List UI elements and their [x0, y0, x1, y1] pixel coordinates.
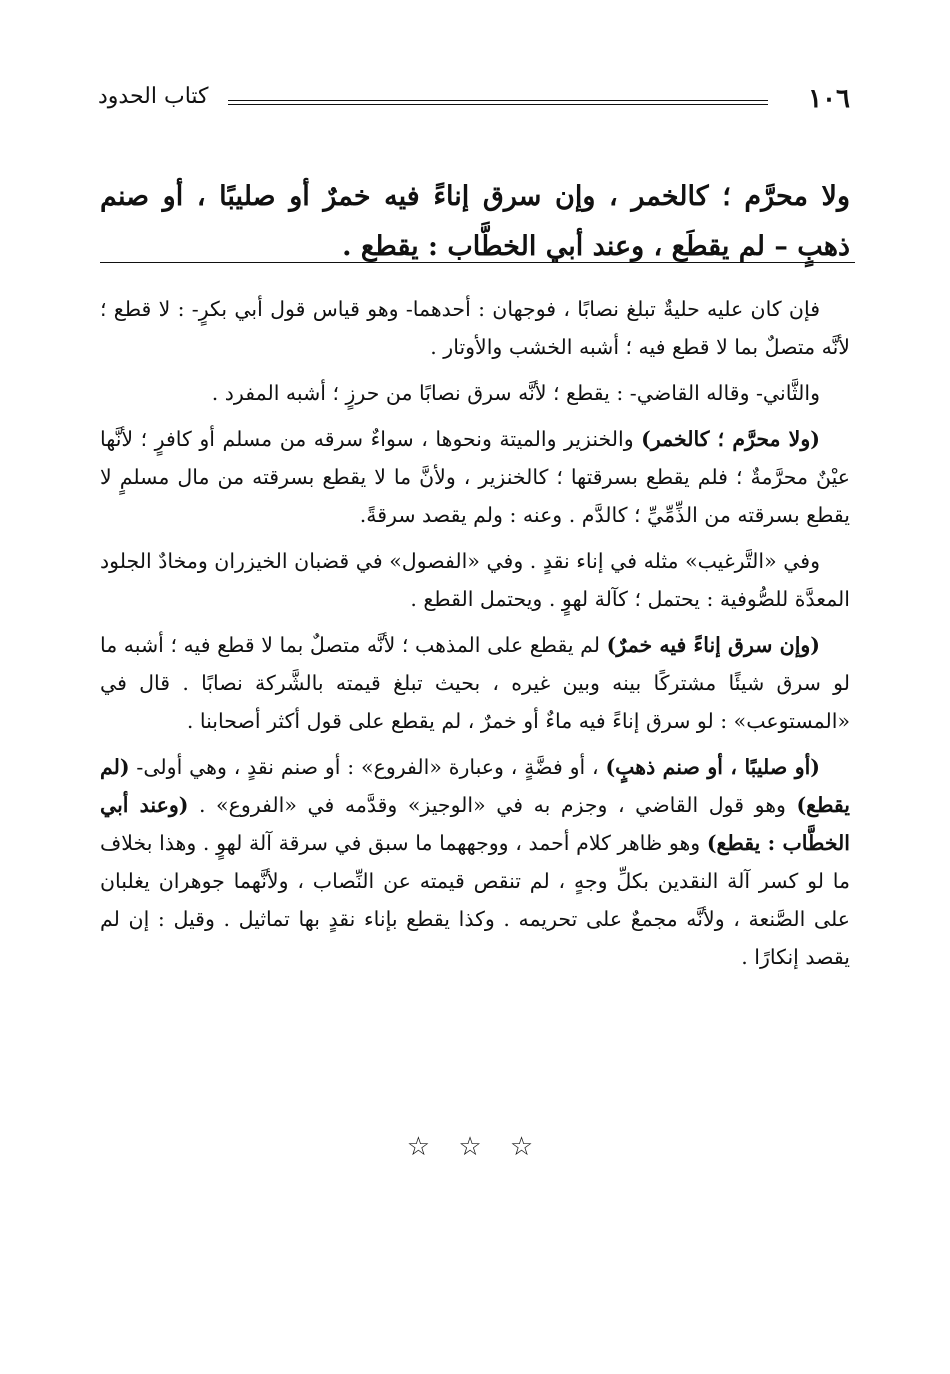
commentary-paragraph-1: [100, 290, 850, 366]
quoted-matn: (ولا محرَّم ؛ كالخمر): [641, 427, 820, 451]
paragraph-text: ، أو فضَّةٍ ، وعبارة «الفروع» : أو صنم نقدٍ ، وهي أولى-: [129, 755, 606, 779]
matn-text: ولا محرَّم ؛ كالخمر ، وإن سرق إناءً فيه خمرٌ أو صليبًا ، أو صنم ذهبٍ – لم يقطَع ، وعند أبي الخطَّاب : يقطع .: [100, 181, 850, 262]
paragraph-text: والثَّاني- وقاله القاضي- : يقطع ؛ لأنَّه سرق نصابًا من حرزٍ ؛ أشبه المفرد .: [211, 381, 820, 405]
page-number: ١٠٦: [808, 84, 850, 114]
paragraph-text: وهو ظاهر كلام أحمد ، ووجههما ما سبق في سرقة آلة لهوٍ . وهذا بخلاف ما لو كسر آلة النقدين بكلِّ وجهٍ ، لم تنقص قيمته عن النِّصاب ، ولأنَّهما جوهران يغلبان على الصَّنعة ، ولأنَّه مجمعٌ على تحريمه . وكذا يقطع بإناء نقدٍ بها تماثيل . وقيل : إن لم يقصد إنكارًا .: [100, 831, 850, 969]
paragraph-text: لم يقطع على المذهب ؛ لأنَّه متصلٌ بما لا قطع فيه ؛ أشبه ما لو سرق شيئًا مشتركًا بينه وبين غيره ، بحيث تبلغ قيمته بالشَّركة نصابًا . قال في «المستوعب» : لو سرق إناءً فيه ماءٌ أو خمرٌ ، لم يقطع على قول أكثر أصحابنا .: [100, 633, 850, 733]
page-header: [98, 84, 850, 124]
matn-divider: [100, 262, 855, 263]
quoted-matn: (وإن سرق إناءً فيه خمرٌ): [606, 633, 820, 657]
paragraph-text: فإن كان عليه حليةٌ تبلغ نصابًا ، فوجهان : أحدهما- وهو قياس قول أبي بكرٍ- : لا قطع ؛ لأنَّه متصلٌ بما لا قطع فيه ؛ أشبه الخشب والأوتار .: [100, 297, 850, 359]
paragraph-text: وهو قول القاضي ، وجزم به في «الوجيز» وقدَّمه في «الفروع» .: [188, 793, 797, 817]
running-title: كتاب الحدود: [98, 84, 209, 109]
paragraph-text: والخنزير والميتة ونحوها ، سواءٌ سرقه من مسلم أو كافرٍ ؛ لأنَّها عيْنٌ محرَّمةٌ ؛ فلم يقطع بسرقتها ؛ كالخنزير ، ولأنَّ ما لا يقطع بسرقته من مال مسلمٍ لا يقطع بسرقته من الذِّمِّيِّ ؛ كالدَّم . وعنه : ولم يقصد سرقةً.: [100, 427, 850, 527]
quoted-matn: (وعند أبي الخطَّاب : يقطع): [100, 793, 850, 855]
quoted-matn: (أو صليبًا ، أو صنم ذهبٍ): [605, 755, 820, 779]
section-end-ornament: ☆ ☆ ☆: [406, 1132, 544, 1162]
commentary-paragraph-5: [100, 626, 850, 740]
commentary-paragraph-4: [100, 542, 850, 618]
commentary-paragraph-6: [100, 748, 850, 976]
header-rule: [228, 100, 768, 105]
commentary-paragraph-3: [100, 420, 850, 534]
paragraph-text: وفي «التَّرغيب» مثله في إناء نقدٍ . وفي «الفصول» في قضبان الخيزران ومخادٌ الجلود المعدَّة للصُّوفية : يحتمل ؛ كآلة لهوٍ . ويحتمل القطع .: [100, 549, 850, 611]
commentary-paragraph-2: [100, 374, 850, 412]
quoted-matn: (لم يقطع): [100, 755, 850, 817]
commentary: [100, 290, 850, 984]
